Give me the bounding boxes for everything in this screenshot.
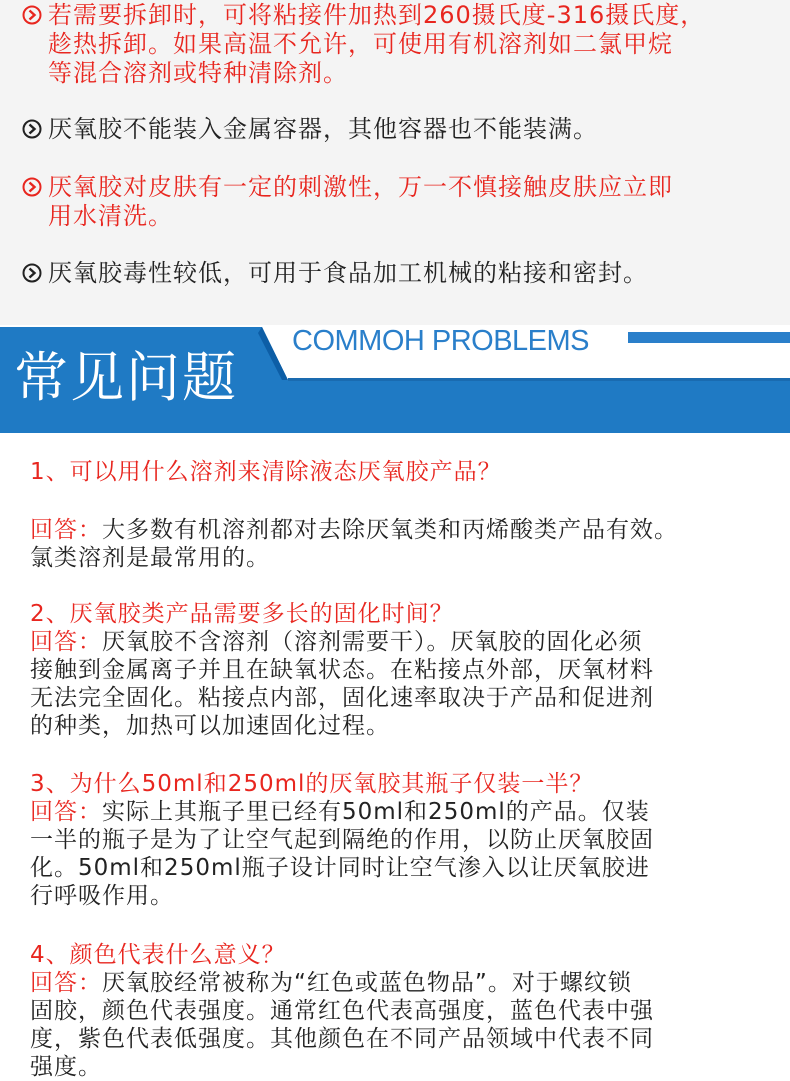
answer-line: 一半的瓶子是为了让空气起到隔绝的作用，以防止厌氧胶固	[30, 827, 654, 853]
answer-label: 回答：	[30, 799, 102, 825]
precautions-panel	[0, 0, 790, 325]
faq-item-2	[30, 600, 790, 740]
faq-answer	[30, 798, 790, 910]
tip-line: 等混合溶剂或特种清除剂。	[48, 59, 348, 87]
faq-answer	[30, 969, 790, 1081]
answer-line: 固胶，颜色代表强度。通常红色代表高强度，蓝色代表中强	[30, 998, 654, 1024]
faq-answer	[30, 516, 790, 572]
answer-label: 回答：	[30, 970, 102, 996]
answer-line: 厌氧胶经常被称为“红色或蓝色物品”。对于螺纹锁	[102, 970, 632, 996]
circle-arrow-icon	[22, 177, 42, 197]
faq-question: 3、为什么50ml和250ml的厌氧胶其瓶子仅装一半？	[30, 771, 594, 797]
section-title: 常见问题	[14, 346, 238, 409]
circle-arrow-icon	[22, 263, 42, 283]
circle-arrow-icon	[22, 5, 42, 25]
answer-line: 厌氧胶不含溶剂（溶剂需要干）。厌氧胶的固化必须	[102, 629, 643, 655]
section-subtitle: COMMOH PROBLEMS	[292, 325, 590, 357]
answer-line: 实际上其瓶子里已经有50ml和250ml的产品。仅装	[102, 799, 650, 825]
circle-arrow-icon	[22, 119, 42, 139]
tip-line: 若需要拆卸时，可将粘接件加热到260摄氏度-316摄氏度，	[48, 1, 706, 29]
tip-item-1	[22, 1, 782, 88]
tip-line: 厌氧胶不能装入金属容器，其他容器也不能装满。	[48, 115, 598, 143]
faq-item-4	[30, 941, 790, 1081]
answer-line: 大多数有机溶剂都对去除厌氧类和丙烯酸类产品有效。	[102, 517, 678, 543]
answer-line: 化。50ml和250ml瓶子设计同时让空气渗入以让厌氧胶进	[30, 855, 650, 881]
answer-line: 无法完全固化。粘接点内部，固化速率取决于产品和促进剂	[30, 685, 654, 711]
faq-item-3	[30, 770, 790, 910]
answer-label: 回答：	[30, 629, 102, 655]
faq-answer	[30, 628, 790, 740]
tip-line: 用水清洗。	[48, 202, 173, 230]
answer-line: 的种类，加热可以加速固化过程。	[30, 713, 390, 739]
faq-question: 4、颜色代表什么意义？	[30, 942, 286, 968]
tip-line: 趁热拆卸。如果高温不允许，可使用有机溶剂如二氯甲烷	[48, 30, 673, 58]
answer-line: 行呼吸作用。	[30, 883, 174, 909]
answer-line: 氯类溶剂是最常用的。	[30, 545, 270, 571]
tip-item-3	[22, 173, 782, 231]
tip-line: 厌氧胶毒性较低，可用于食品加工机械的粘接和密封。	[48, 259, 648, 287]
answer-line: 接触到金属离子并且在缺氧状态。在粘接点外部，厌氧材料	[30, 657, 654, 683]
answer-line: 强度。	[30, 1054, 102, 1080]
answer-label: 回答：	[30, 517, 102, 543]
tip-item-2	[22, 115, 782, 144]
faq-question: 2、厌氧胶类产品需要多长的固化时间？	[30, 601, 454, 627]
faq-question: 1、可以用什么溶剂来清除液态厌氧胶产品？	[30, 459, 502, 485]
tip-item-4	[22, 259, 782, 288]
answer-line: 度，紫色代表低强度。其他颜色在不同产品领域中代表不同	[30, 1026, 654, 1052]
faq-item-1	[30, 458, 790, 572]
tip-line: 厌氧胶对皮肤有一定的刺激性，万一不慎接触皮肤应立即	[48, 173, 673, 201]
